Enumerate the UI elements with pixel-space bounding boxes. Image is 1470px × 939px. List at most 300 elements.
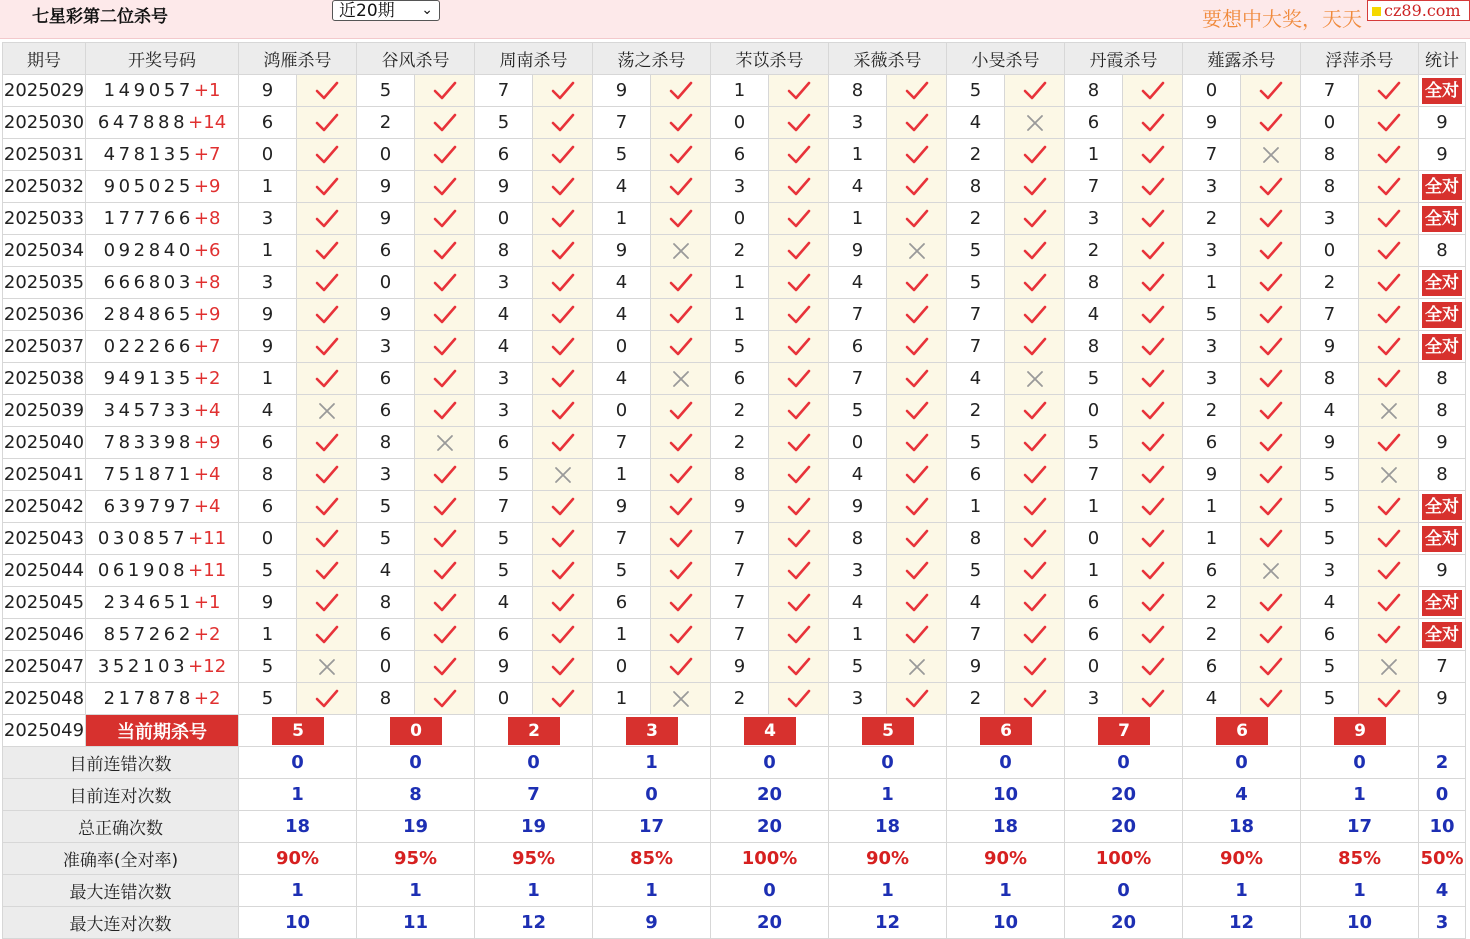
current-kill-label: 当前期杀号 [86, 715, 239, 747]
check-icon [887, 171, 947, 203]
kill-number-cell: 0 [593, 395, 651, 427]
check-icon [769, 555, 829, 587]
kill-number-cell: 5 [1301, 491, 1359, 523]
check-icon [1241, 299, 1301, 331]
check-icon [297, 139, 357, 171]
kill-number-cell: 5 [947, 555, 1005, 587]
draw-numbers: 949135 [103, 368, 194, 389]
check-icon [1241, 587, 1301, 619]
check-icon [769, 267, 829, 299]
check-icon [1241, 235, 1301, 267]
stat-cell [1419, 107, 1466, 139]
draw-cell [86, 139, 239, 171]
kill-number-cell: 2 [711, 683, 769, 715]
draw-cell [86, 331, 239, 363]
check-icon [887, 107, 947, 139]
stat-cell [1419, 139, 1466, 171]
check-icon [1123, 555, 1183, 587]
kill-number-cell: 3 [829, 683, 887, 715]
logo-square-icon [1372, 7, 1381, 16]
kill-number-cell: 1 [711, 75, 769, 107]
check-icon [415, 331, 475, 363]
draw-bonus: +4 [193, 496, 221, 517]
stat-cell [1419, 619, 1466, 651]
kill-number-cell: 3 [1301, 555, 1359, 587]
summary-value: 20 [1065, 779, 1183, 811]
kill-number-cell: 2 [1183, 587, 1241, 619]
check-icon [1359, 235, 1419, 267]
check-icon [769, 523, 829, 555]
summary-value: 17 [1301, 811, 1419, 843]
kill-number-cell: 6 [239, 491, 297, 523]
kill-number-cell: 5 [239, 683, 297, 715]
summary-value: 0 [947, 747, 1065, 779]
kill-number-cell: 1 [1183, 267, 1241, 299]
header-expert: 浮萍杀号 [1301, 43, 1419, 75]
header-expert: 鸿雁杀号 [239, 43, 357, 75]
kill-number-cell: 6 [711, 363, 769, 395]
summary-row [3, 843, 1466, 875]
stat-count: 9 [1436, 144, 1448, 165]
draw-cell [86, 203, 239, 235]
check-icon [1005, 267, 1065, 299]
kill-number-cell: 3 [239, 203, 297, 235]
check-icon [1359, 171, 1419, 203]
kill-number-cell: 4 [947, 107, 1005, 139]
kill-number-cell: 0 [1065, 395, 1123, 427]
summary-value: 0 [239, 747, 357, 779]
page-title: 七星彩第二位杀号 [32, 7, 168, 27]
kill-number-cell: 3 [829, 555, 887, 587]
kill-number-cell: 5 [829, 651, 887, 683]
current-period-cell: 2025049 [3, 715, 86, 747]
kill-number-cell: 3 [357, 331, 415, 363]
draw-cell [86, 363, 239, 395]
all-correct-badge: 全对 [1422, 206, 1462, 232]
current-kill-number: 5 [862, 717, 914, 745]
kill-number-cell: 5 [1065, 363, 1123, 395]
summary-row [3, 811, 1466, 843]
summary-value: 18 [239, 811, 357, 843]
period-cell: 2025044 [3, 555, 86, 587]
cross-icon [533, 459, 593, 491]
draw-cell [86, 491, 239, 523]
check-icon [887, 139, 947, 171]
draw-numbers: 284865 [103, 304, 194, 325]
check-icon [533, 395, 593, 427]
current-period-row [3, 715, 1466, 747]
table-row [3, 555, 1466, 587]
kill-number-cell: 7 [475, 491, 533, 523]
kill-number-cell: 4 [475, 331, 533, 363]
draw-numbers: 857262 [103, 624, 194, 645]
check-icon [415, 651, 475, 683]
check-icon [415, 203, 475, 235]
check-icon [1359, 107, 1419, 139]
current-kill-number: 6 [980, 717, 1032, 745]
check-icon [297, 331, 357, 363]
kill-number-cell: 7 [711, 587, 769, 619]
kill-number-cell: 7 [1183, 139, 1241, 171]
summary-value: 85% [593, 843, 711, 875]
kill-number-cell: 1 [829, 139, 887, 171]
summary-value: 0 [1065, 875, 1183, 907]
summary-value: 0 [475, 747, 593, 779]
draw-bonus: +9 [193, 304, 221, 325]
period-cell: 2025045 [3, 587, 86, 619]
check-icon [1359, 203, 1419, 235]
check-icon [1359, 139, 1419, 171]
draw-numbers: 783398 [103, 432, 194, 453]
check-icon [1359, 427, 1419, 459]
top-bar [0, 0, 1470, 39]
kill-number-cell: 3 [1183, 331, 1241, 363]
check-icon [1123, 683, 1183, 715]
kill-number-cell: 0 [593, 651, 651, 683]
kill-number-cell: 3 [357, 459, 415, 491]
check-icon [1123, 523, 1183, 555]
summary-value: 0 [1183, 747, 1301, 779]
draw-numbers: 751871 [103, 464, 194, 485]
kill-number-cell: 0 [239, 523, 297, 555]
check-icon [769, 299, 829, 331]
summary-stat-value: 2 [1419, 747, 1466, 779]
check-icon [297, 363, 357, 395]
check-icon [1241, 683, 1301, 715]
check-icon [769, 139, 829, 171]
period-cell: 2025031 [3, 139, 86, 171]
draw-bonus: +9 [193, 432, 221, 453]
kill-number-cell: 3 [1183, 171, 1241, 203]
check-icon [1241, 363, 1301, 395]
period-cell: 2025032 [3, 171, 86, 203]
draw-bonus: +11 [188, 528, 227, 549]
stat-cell [1419, 651, 1466, 683]
kill-number-cell: 1 [947, 491, 1005, 523]
check-icon [415, 523, 475, 555]
summary-value: 0 [711, 747, 829, 779]
check-icon [1123, 363, 1183, 395]
kill-number-cell: 9 [1301, 427, 1359, 459]
kill-number-cell: 5 [947, 75, 1005, 107]
all-correct-badge: 全对 [1422, 494, 1462, 520]
stat-cell [1419, 555, 1466, 587]
summary-label: 最大连错次数 [3, 875, 239, 907]
kill-number-cell: 6 [711, 139, 769, 171]
check-icon [651, 555, 711, 587]
kill-number-cell: 6 [1065, 619, 1123, 651]
table-row [3, 523, 1466, 555]
check-icon [887, 619, 947, 651]
stat-cell [1419, 395, 1466, 427]
kill-number-cell: 6 [1183, 651, 1241, 683]
check-icon [769, 683, 829, 715]
kill-number-cell: 1 [829, 203, 887, 235]
kill-number-cell: 3 [1183, 363, 1241, 395]
kill-number-cell: 8 [1065, 75, 1123, 107]
draw-numbers: 905025 [103, 176, 194, 197]
check-icon [1005, 331, 1065, 363]
kill-number-cell: 9 [1301, 331, 1359, 363]
draw-numbers: 061908 [97, 560, 189, 581]
kill-number-cell: 6 [357, 235, 415, 267]
stat-count: 8 [1436, 464, 1448, 485]
check-icon [651, 331, 711, 363]
period-cell: 2025035 [3, 267, 86, 299]
all-correct-badge: 全对 [1422, 78, 1462, 104]
draw-bonus: +6 [193, 240, 221, 261]
check-icon [533, 299, 593, 331]
summary-value: 8 [357, 779, 475, 811]
kill-number-cell: 1 [593, 203, 651, 235]
current-kill-cell [711, 715, 829, 747]
kill-number-cell: 6 [357, 395, 415, 427]
period-cell: 2025038 [3, 363, 86, 395]
kill-number-cell: 6 [239, 427, 297, 459]
check-icon [1005, 459, 1065, 491]
kill-number-cell: 8 [829, 75, 887, 107]
kill-number-cell: 3 [829, 107, 887, 139]
check-icon [1005, 235, 1065, 267]
draw-cell [86, 171, 239, 203]
check-icon [1241, 331, 1301, 363]
kill-number-cell: 1 [1065, 139, 1123, 171]
check-icon [533, 235, 593, 267]
draw-cell [86, 107, 239, 139]
check-icon [1241, 75, 1301, 107]
summary-value: 19 [475, 811, 593, 843]
period-cell: 2025048 [3, 683, 86, 715]
check-icon [1359, 523, 1419, 555]
kill-number-cell: 6 [357, 619, 415, 651]
check-icon [769, 171, 829, 203]
summary-stat-value: 0 [1419, 779, 1466, 811]
kill-number-cell: 8 [1065, 331, 1123, 363]
summary-value: 1 [1301, 779, 1419, 811]
summary-value: 95% [475, 843, 593, 875]
check-icon [533, 683, 593, 715]
check-icon [415, 235, 475, 267]
cross-icon [1005, 363, 1065, 395]
kill-number-cell: 5 [829, 395, 887, 427]
check-icon [297, 459, 357, 491]
summary-value: 11 [357, 907, 475, 939]
check-icon [1123, 459, 1183, 491]
kill-number-cell: 3 [475, 363, 533, 395]
summary-value: 1 [829, 875, 947, 907]
kill-number-cell: 5 [239, 555, 297, 587]
check-icon [1359, 683, 1419, 715]
kill-number-cell: 3 [1065, 683, 1123, 715]
kill-number-cell: 4 [829, 171, 887, 203]
current-kill-number: 3 [626, 717, 678, 745]
kill-number-cell: 7 [1301, 75, 1359, 107]
stat-count: 9 [1436, 560, 1448, 581]
check-icon [769, 619, 829, 651]
kill-number-cell: 8 [357, 587, 415, 619]
period-cell: 2025030 [3, 107, 86, 139]
summary-value: 0 [829, 747, 947, 779]
table-row [3, 203, 1466, 235]
table-row [3, 427, 1466, 459]
cross-icon [1359, 651, 1419, 683]
draw-numbers: 345733 [103, 400, 194, 421]
check-icon [887, 683, 947, 715]
kill-number-cell: 9 [357, 171, 415, 203]
summary-value: 12 [1183, 907, 1301, 939]
kill-number-cell: 7 [829, 299, 887, 331]
stat-cell [1419, 363, 1466, 395]
check-icon [297, 619, 357, 651]
check-icon [1005, 139, 1065, 171]
check-icon [415, 363, 475, 395]
kill-number-cell: 8 [1301, 363, 1359, 395]
check-icon [1241, 619, 1301, 651]
kill-number-cell: 3 [1065, 203, 1123, 235]
check-icon [769, 75, 829, 107]
kill-number-cell: 8 [1065, 267, 1123, 299]
check-icon [533, 587, 593, 619]
period-cell: 2025039 [3, 395, 86, 427]
site-logo[interactable] [1367, 0, 1470, 21]
check-icon [651, 267, 711, 299]
cross-icon [1359, 395, 1419, 427]
period-select[interactable] [332, 0, 440, 21]
cross-icon [651, 235, 711, 267]
all-correct-badge: 全对 [1422, 174, 1462, 200]
check-icon [769, 651, 829, 683]
summary-row [3, 779, 1466, 811]
summary-value: 85% [1301, 843, 1419, 875]
kill-number-cell: 4 [1301, 587, 1359, 619]
check-icon [769, 459, 829, 491]
period-cell: 2025040 [3, 427, 86, 459]
kill-number-cell: 1 [1065, 491, 1123, 523]
kill-number-cell: 4 [947, 363, 1005, 395]
draw-cell [86, 555, 239, 587]
check-icon [297, 683, 357, 715]
check-icon [297, 587, 357, 619]
kill-number-cell: 8 [1301, 171, 1359, 203]
check-icon [1005, 491, 1065, 523]
logo-text: cz89.com [1384, 1, 1461, 20]
draw-numbers: 478135 [103, 144, 194, 165]
kill-number-cell: 2 [947, 139, 1005, 171]
kill-number-cell: 5 [947, 267, 1005, 299]
check-icon [533, 523, 593, 555]
check-icon [1005, 651, 1065, 683]
draw-bonus: +4 [193, 464, 221, 485]
kill-number-cell: 1 [1183, 523, 1241, 555]
kill-number-cell: 1 [239, 235, 297, 267]
check-icon [1241, 203, 1301, 235]
check-icon [1123, 299, 1183, 331]
kill-number-cell: 0 [475, 683, 533, 715]
check-icon [769, 427, 829, 459]
kill-number-cell: 7 [475, 75, 533, 107]
stat-cell [1419, 459, 1466, 491]
kill-number-cell: 5 [357, 75, 415, 107]
kill-number-cell: 8 [357, 427, 415, 459]
check-icon [769, 203, 829, 235]
kill-number-cell: 4 [829, 267, 887, 299]
summary-value: 0 [711, 875, 829, 907]
kill-number-cell: 6 [475, 619, 533, 651]
kill-number-cell: 7 [1065, 459, 1123, 491]
summary-value: 1 [947, 875, 1065, 907]
check-icon [1359, 267, 1419, 299]
summary-value: 1 [357, 875, 475, 907]
kill-number-cell: 2 [711, 427, 769, 459]
check-icon [1241, 523, 1301, 555]
summary-value: 9 [593, 907, 711, 939]
check-icon [1359, 299, 1419, 331]
draw-bonus: +4 [193, 400, 221, 421]
check-icon [651, 523, 711, 555]
kill-number-cell: 6 [1183, 427, 1241, 459]
summary-row [3, 907, 1466, 939]
draw-bonus: +7 [193, 336, 221, 357]
check-icon [1123, 171, 1183, 203]
check-icon [887, 331, 947, 363]
kill-number-cell: 9 [239, 299, 297, 331]
check-icon [1241, 491, 1301, 523]
period-cell: 2025029 [3, 75, 86, 107]
check-icon [1123, 139, 1183, 171]
kill-number-cell: 0 [357, 267, 415, 299]
check-icon [887, 491, 947, 523]
summary-value: 20 [711, 779, 829, 811]
check-icon [533, 75, 593, 107]
summary-value: 10 [1301, 907, 1419, 939]
kill-number-cell: 4 [829, 587, 887, 619]
kill-number-cell: 1 [711, 299, 769, 331]
draw-bonus: +8 [193, 208, 221, 229]
draw-cell [86, 267, 239, 299]
header-expert: 荡之杀号 [593, 43, 711, 75]
check-icon [533, 619, 593, 651]
draw-bonus: +12 [188, 656, 227, 677]
period-cell: 2025037 [3, 331, 86, 363]
stat-cell [1419, 235, 1466, 267]
kill-number-cell: 5 [947, 427, 1005, 459]
stat-count: 9 [1436, 112, 1448, 133]
table-row [3, 267, 1466, 299]
cross-icon [297, 395, 357, 427]
check-icon [533, 107, 593, 139]
kill-number-cell: 9 [947, 651, 1005, 683]
check-icon [769, 107, 829, 139]
kill-number-cell: 5 [1301, 523, 1359, 555]
kill-number-cell: 6 [475, 139, 533, 171]
kill-number-cell: 9 [239, 331, 297, 363]
kill-number-cell: 5 [1301, 683, 1359, 715]
kill-number-cell: 5 [711, 331, 769, 363]
check-icon [1005, 427, 1065, 459]
kill-number-cell: 1 [593, 619, 651, 651]
kill-number-cell: 0 [711, 107, 769, 139]
check-icon [651, 395, 711, 427]
kill-number-cell: 6 [1065, 587, 1123, 619]
current-kill-number: 7 [1098, 717, 1150, 745]
draw-cell [86, 651, 239, 683]
cross-icon [1241, 139, 1301, 171]
current-kill-cell [829, 715, 947, 747]
kill-number-cell: 9 [475, 171, 533, 203]
summary-label: 总正确次数 [3, 811, 239, 843]
check-icon [769, 491, 829, 523]
check-icon [651, 459, 711, 491]
